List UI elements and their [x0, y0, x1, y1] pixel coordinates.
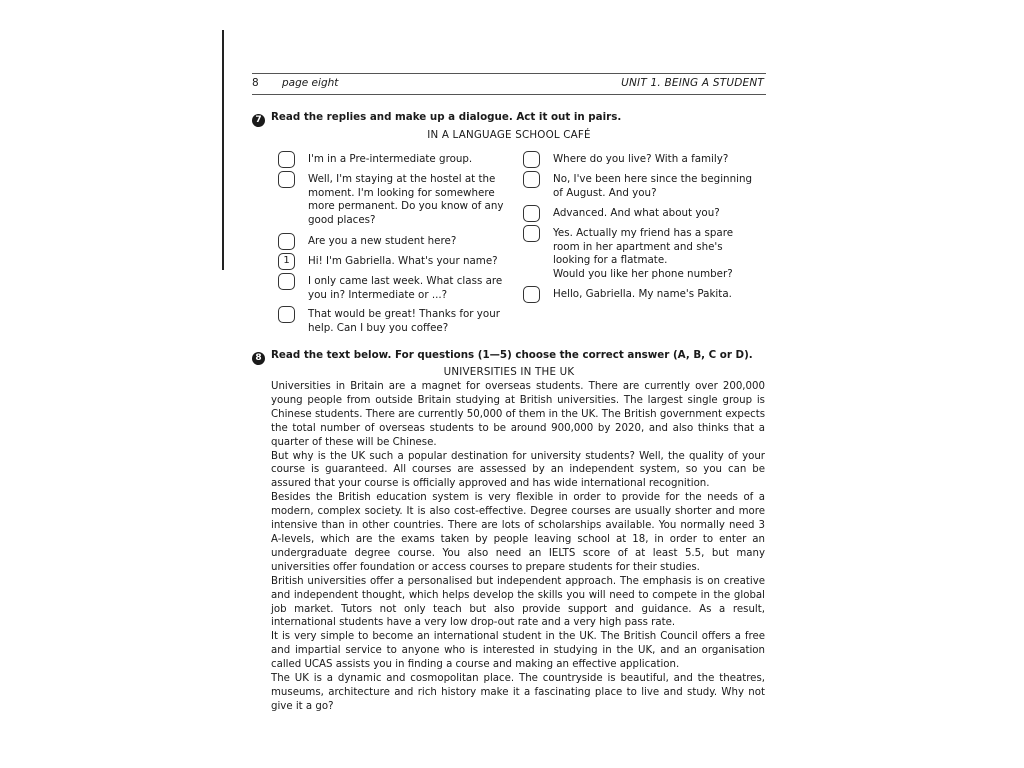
order-box[interactable] — [278, 273, 295, 290]
order-box[interactable] — [523, 205, 540, 222]
task-7-text: Read the replies and make up a dialogue. Act it out in pairs. — [271, 111, 622, 123]
reply-line: moment. I'm looking for somewhere — [308, 186, 495, 199]
reply-line: I'm in a Pre-intermediate group. — [308, 153, 473, 165]
page-binding-edge — [222, 30, 224, 270]
passage-paragraph: Universities in Britain are a magnet for overseas students. There are currently over 200,000 young people from outside Britain studying at British universities. The largest single group is Chinese students. There are currently 50,000 of them in the UK. The British government expects the total number of overseas students to be around 900,000 by 2020, and also thinks that a quarter of these will be Chinese. — [271, 381, 765, 448]
order-box[interactable]: 1 — [278, 253, 295, 270]
order-box[interactable] — [523, 225, 540, 242]
reading-passage — [271, 380, 765, 714]
reply-line: No, I've been here since the beginning — [553, 173, 753, 185]
task-number-badge: 8 — [252, 352, 265, 365]
dialogue-heading: IN A LANGUAGE SCHOOL CAFÉ — [427, 129, 591, 141]
reply-line: Hi! I'm Gabriella. What's your name? — [308, 255, 498, 267]
unit-title: UNIT 1. BEING A STUDENT — [621, 77, 764, 89]
order-box[interactable] — [278, 171, 295, 188]
reply-line: of August. And you? — [553, 186, 657, 199]
task-8-instruction — [252, 349, 753, 365]
passage-paragraph: But why is the UK such a popular destination for university students? Well, the quality of your course is guaranteed. All courses are assessed by an independent system, so you can be assured that your course is officially approved and has wide international recognition. — [271, 450, 765, 490]
passage-paragraph: Besides the British education system is very flexible in order to provide for the needs of a modern, complex society. It is also cost-effective. Degree courses are usually shorter and more intensive than in other countries. There are lots of scholarships available. You normally need 3 A-levels, which are the exams taken by people leaving school at 18, in order to enter an undergraduate degree course. You also need an IELTS score of at least 5.5, but many universities offer foundation or access courses to prepare students for their studies. — [271, 492, 765, 573]
reply-line: Where do you live? With a family? — [553, 153, 729, 165]
reply-line: help. Can I buy you coffee? — [308, 321, 449, 334]
reply-line: Well, I'm staying at the hostel at the — [308, 173, 496, 185]
order-box[interactable] — [278, 306, 295, 323]
passage-paragraph: It is very simple to become an international student in the UK. The British Council offers a free and impartial service to anyone who is interested in studying in the UK, and an organisation called UCAS assists you in finding a course and making an effective application. — [271, 631, 765, 671]
reply-line: looking for a flatmate. — [553, 254, 668, 266]
header-top-rule — [252, 73, 766, 74]
task-7-instruction — [252, 111, 621, 127]
reply-line: Would you like her phone number? — [553, 267, 733, 280]
order-box[interactable] — [523, 171, 540, 188]
order-box[interactable] — [278, 151, 295, 168]
reply-line: Advanced. And what about you? — [553, 207, 720, 219]
passage-paragraph: The UK is a dynamic and cosmopolitan place. The countryside is beautiful, and the theatres, museums, architecture and rich history make it a fascinating place to live and study. Why not give it a go? — [271, 673, 765, 712]
reply-line: you in? Intermediate or ...? — [308, 288, 448, 301]
order-box[interactable] — [278, 233, 295, 250]
page-number: 8 — [252, 77, 259, 89]
reply-line: good places? — [308, 213, 376, 226]
running-header — [252, 77, 766, 93]
reply-line: Are you a new student here? — [308, 235, 457, 247]
header-bottom-rule — [252, 94, 766, 95]
page-number-words: page eight — [282, 77, 339, 89]
reply-line: Hello, Gabriella. My name's Pakita. — [553, 288, 732, 300]
reply-line: I only came last week. What class are — [308, 275, 503, 287]
task-number-badge: 7 — [252, 114, 265, 127]
passage-heading: UNIVERSITIES IN THE UK — [443, 366, 575, 378]
order-box[interactable] — [523, 151, 540, 168]
reply-line: That would be great! Thanks for your — [308, 308, 500, 320]
passage-paragraph: British universities offer a personalised but independent approach. The emphasis is on creative and independent thought, which helps develop the skills you will need to compete in the global job market. Tutors not only teach but also provide support and guidance. As a result, international students have a very low drop-out rate and a very high pass rate. — [271, 575, 765, 629]
task-8-text: Read the text below. For questions (1—5) choose the correct answer (A, B, C or D). — [271, 349, 753, 361]
reply-line: more permanent. Do you know of any — [308, 200, 504, 212]
reply-line: room in her apartment and she's — [553, 240, 723, 253]
reply-line: Yes. Actually my friend has a spare — [553, 227, 734, 239]
order-box[interactable] — [523, 286, 540, 303]
textbook-page — [252, 60, 766, 760]
